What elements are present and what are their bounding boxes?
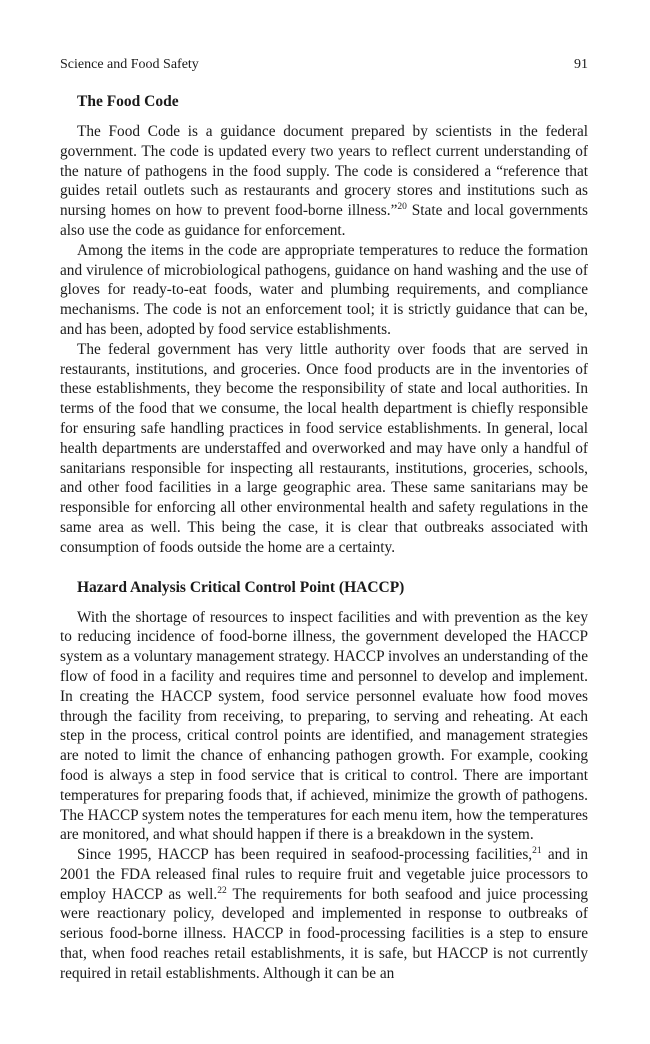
section-haccp xyxy=(60,578,588,984)
section-heading: The Food Code xyxy=(77,93,179,110)
paragraph xyxy=(60,122,588,241)
text-run: The requirements for both seafood and juice processing were reactionary policy, developed and implemented in response to outbreaks of serious food-borne illness. HACCP in food-processing facilities is a step to ensure that, when food reaches retail establishments, it is safe, but HACCP is not currently required in retail establishments. Although it can be an xyxy=(60,885,588,982)
text-run: and in 2001 the FDA released final rules to require fruit and vegetable juice processors to employ HACCP as well. xyxy=(60,846,589,903)
paragraph xyxy=(60,845,588,984)
paragraph xyxy=(60,340,588,558)
running-head xyxy=(60,56,588,74)
section-food-code xyxy=(60,92,588,558)
paragraph xyxy=(60,608,588,846)
page-number: 91 xyxy=(574,57,588,72)
footnote-ref: 22 xyxy=(217,885,227,896)
paragraph xyxy=(60,241,588,340)
footnote-ref: 21 xyxy=(532,846,542,857)
footnote-ref: 20 xyxy=(397,202,407,213)
section-spacer xyxy=(60,558,588,578)
text-run: With the shortage of resources to inspect facilities and with prevention as the key to reducing incidence of food-borne illness, the government developed the HACCP system as a voluntary management strategy. HACCP involves an understanding of the flow of food in a facility and requires time and personnel to develop and implement. In creating the HACCP system, food service personnel evaluate how food moves through the facility from receiving, to preparing, to serving and reheating. At each step in the process, critical control points are identified, and management strategies are noted to limit the chance of enhancing pathogen growth. For example, cooking food is always a step in food service that is critical to control. There are important temperatures for preparing foods that, if achieved, minimize the growth of pathogens. The HACCP system notes the temperatures for each menu item, how the temperatures are monitored, and what should happen if there is a breakdown in the system. xyxy=(60,608,588,844)
document-page xyxy=(60,56,588,984)
section-heading: Hazard Analysis Critical Control Point (HACCP) xyxy=(77,578,405,596)
text-run: Among the items in the code are appropriate temperatures to reduce the formation and virulence of microbiological pathogens, guidance on hand washing and the use of gloves for ready-to-eat foods, water and plumbing requirements, and compliance mechanisms. The code is not an enforcement tool; it is strictly guidance that can be, and has been, adopted by food service establishments. xyxy=(60,241,588,338)
text-run: The federal government has very little authority over foods that are served in restaurants, institutions, and groceries. Once food products are in the inventories of these establishments, they become the responsibility of state and local authorities. In terms of the food that we consume, the local health department is chiefly responsible for ensuring safe handling practices in food service establishments. In general, local health departments are understaffed and overworked and may have only a handful of sanitarians responsible for inspecting all restaurants, institutions, groceries, schools, and other food facilities in a large geographic area. These same sanitarians may be responsible for enforcing all other environmental health and safety regulations in the same area as well. This being the case, it is clear that outbreaks associated with consumption of foods outside the home are a certainty. xyxy=(60,340,588,556)
running-head-title: Science and Food Safety xyxy=(60,57,199,72)
text-run: The Food Code is a guidance document prepared by scientists in the federal government. The code is updated every two years to reflect current understanding of the nature of pathogens in the food supply. The code is considered a “reference that guides retail outlets such as restaurants and grocery stores and institutions such as nursing homes on how to prevent food-borne illness.” xyxy=(60,123,588,220)
text-run: Since 1995, HACCP has been required in seafood-processing facilities, xyxy=(77,846,533,864)
text-run: State and local governments also use the code as guidance for enforcement. xyxy=(60,202,588,239)
